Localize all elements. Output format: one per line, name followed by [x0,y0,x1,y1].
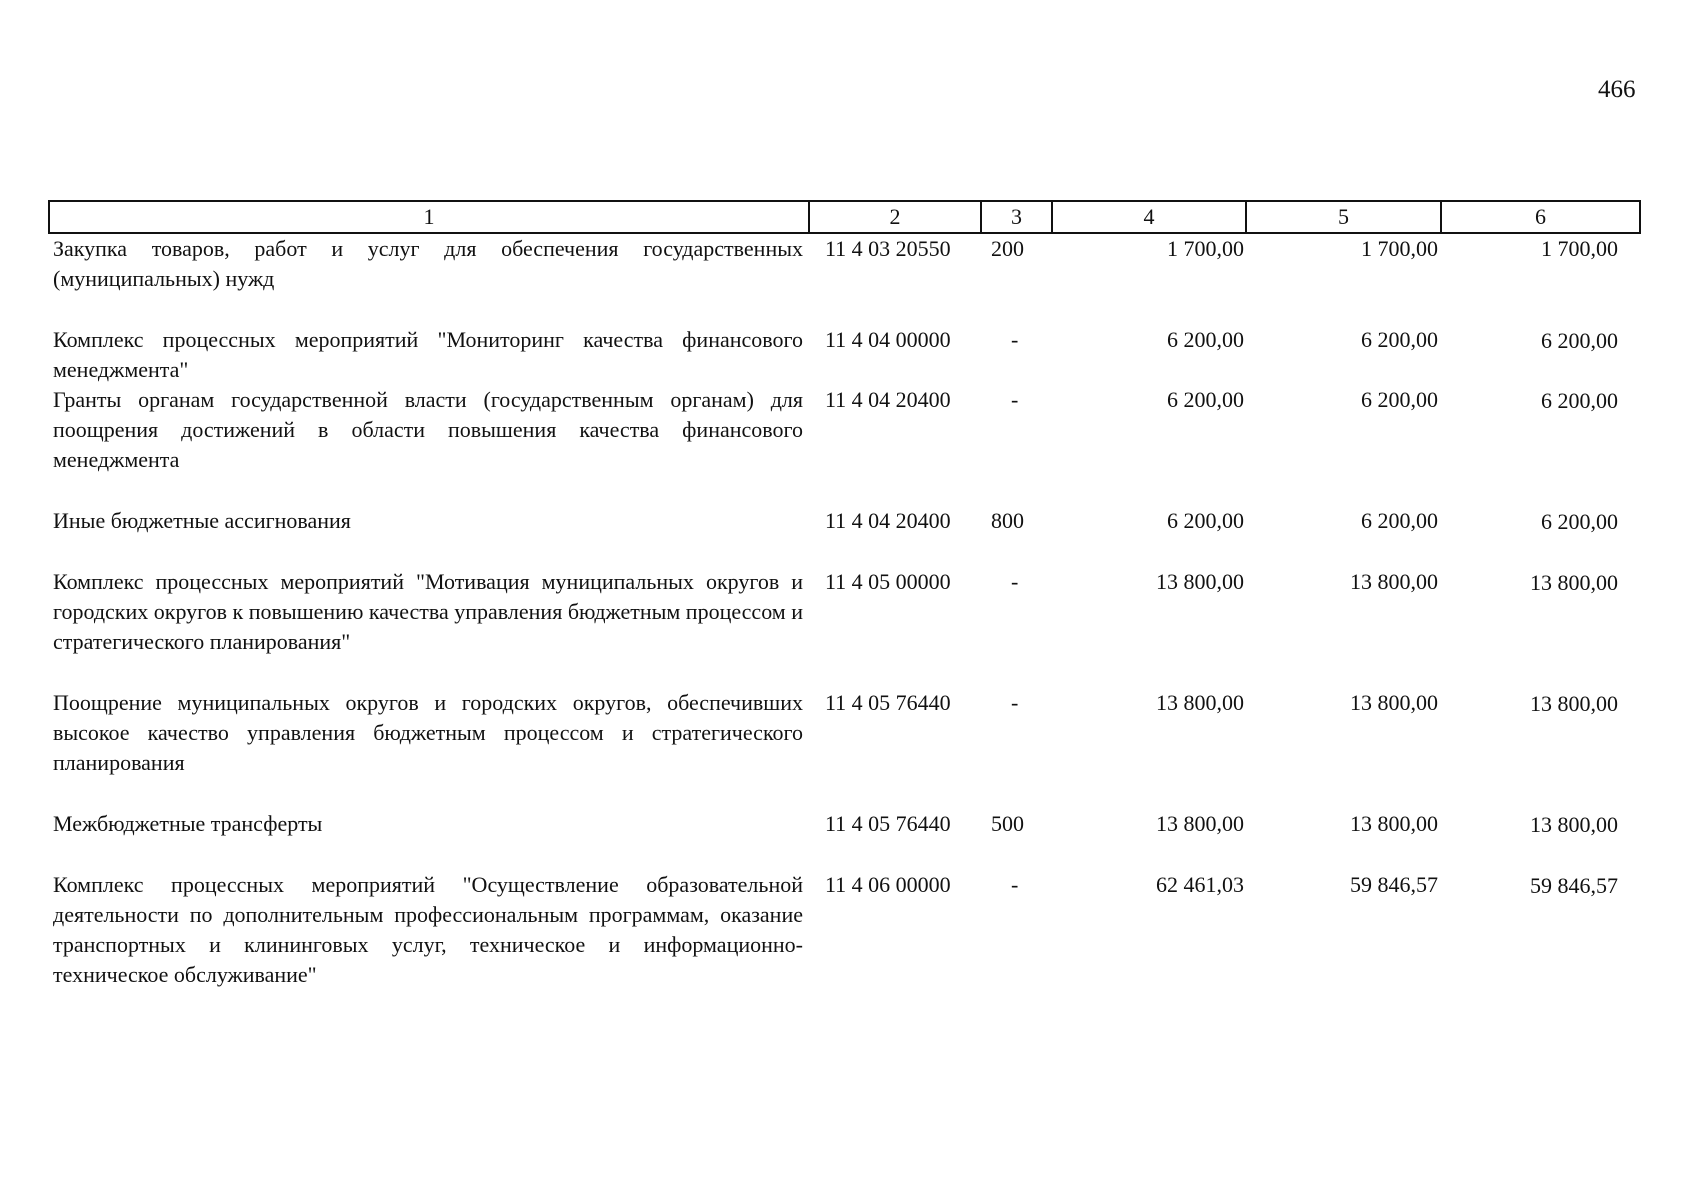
row-amount-col4: 13 800,00 [1156,690,1244,715]
row-amount-col6: 59 846,57 [1530,873,1618,898]
row-amount-col5: 6 200,00 [1361,387,1438,412]
row-expense-type: - [1011,872,1019,897]
page-number: 466 [1598,76,1636,103]
column-header-4: 4 [1052,201,1246,233]
row-name: Комплекс процессных мероприятий "Мониторинг качества финансового менеджмента" [53,327,803,382]
row-amount-col4: 6 200,00 [1167,387,1244,412]
row-amount-col6: 6 200,00 [1541,328,1618,353]
table-row [49,325,1640,385]
row-amount-col5: 13 800,00 [1350,811,1438,836]
row-expense-type: 800 [991,508,1024,533]
row-amount-col6: 13 800,00 [1530,691,1618,716]
row-name: Межбюджетные трансферты [53,811,323,836]
column-header-2: 2 [809,201,981,233]
row-amount-col4: 62 461,03 [1156,872,1244,897]
row-expense-type: - [1011,387,1019,412]
row-name: Гранты органам государственной власти (государственным органам) для поощрения достижений в области повышения качества финансового менеджмента [53,387,803,472]
table-body [49,233,1640,990]
budget-table [48,200,1641,990]
row-amount-col6: 1 700,00 [1541,236,1618,261]
table-row [49,688,1640,809]
table-row [49,567,1640,688]
row-expense-type: - [1011,690,1019,715]
column-header-3: 3 [981,201,1052,233]
row-amount-col6: 6 200,00 [1541,509,1618,534]
row-code: 11 4 04 20400 [825,387,951,412]
row-amount-col5: 6 200,00 [1361,508,1438,533]
row-name: Комплекс процессных мероприятий "Мотивация муниципальных округов и городских округов к повышению качества управления бюджетным процессом и стратегического планирования" [53,569,803,654]
table-row [49,809,1640,870]
row-code: 11 4 03 20550 [825,236,951,261]
table-row [49,870,1640,990]
table-header [49,201,1640,233]
row-amount-col4: 6 200,00 [1167,508,1244,533]
row-expense-type: - [1011,569,1019,594]
column-header-5: 5 [1246,201,1441,233]
row-expense-type: 200 [991,236,1024,261]
row-amount-col4: 13 800,00 [1156,811,1244,836]
row-code: 11 4 05 00000 [825,569,951,594]
row-amount-col5: 6 200,00 [1361,327,1438,352]
column-header-1: 1 [49,201,809,233]
row-amount-col4: 6 200,00 [1167,327,1244,352]
row-amount-col5: 13 800,00 [1350,569,1438,594]
row-expense-type: 500 [991,811,1024,836]
row-name: Комплекс процессных мероприятий "Осуществление образовательной деятельности по дополнительным профессиональным программам, оказание транспортных и клининговых услуг, техническое и информационно-техническое обслуживание" [53,872,803,987]
row-code: 11 4 04 20400 [825,508,951,533]
row-amount-col5: 13 800,00 [1350,690,1438,715]
row-amount-col5: 1 700,00 [1361,236,1438,261]
row-amount-col6: 6 200,00 [1541,388,1618,413]
row-code: 11 4 05 76440 [825,690,951,715]
table-row [49,385,1640,506]
row-amount-col5: 59 846,57 [1350,872,1438,897]
row-code: 11 4 05 76440 [825,811,951,836]
table-row [49,506,1640,567]
row-amount-col6: 13 800,00 [1530,570,1618,595]
row-name: Закупка товаров, работ и услуг для обеспечения государственных (муниципальных) нужд [53,236,803,291]
row-amount-col6: 13 800,00 [1530,812,1618,837]
row-code: 11 4 04 00000 [825,327,951,352]
row-expense-type: - [1011,327,1019,352]
table-row [49,233,1640,325]
row-amount-col4: 13 800,00 [1156,569,1244,594]
row-amount-col4: 1 700,00 [1167,236,1244,261]
row-name: Иные бюджетные ассигнования [53,508,351,533]
row-name: Поощрение муниципальных округов и городских округов, обеспечивших высокое качество управления бюджетным процессом и стратегического планирования [53,690,803,775]
column-header-6: 6 [1441,201,1640,233]
row-code: 11 4 06 00000 [825,872,951,897]
